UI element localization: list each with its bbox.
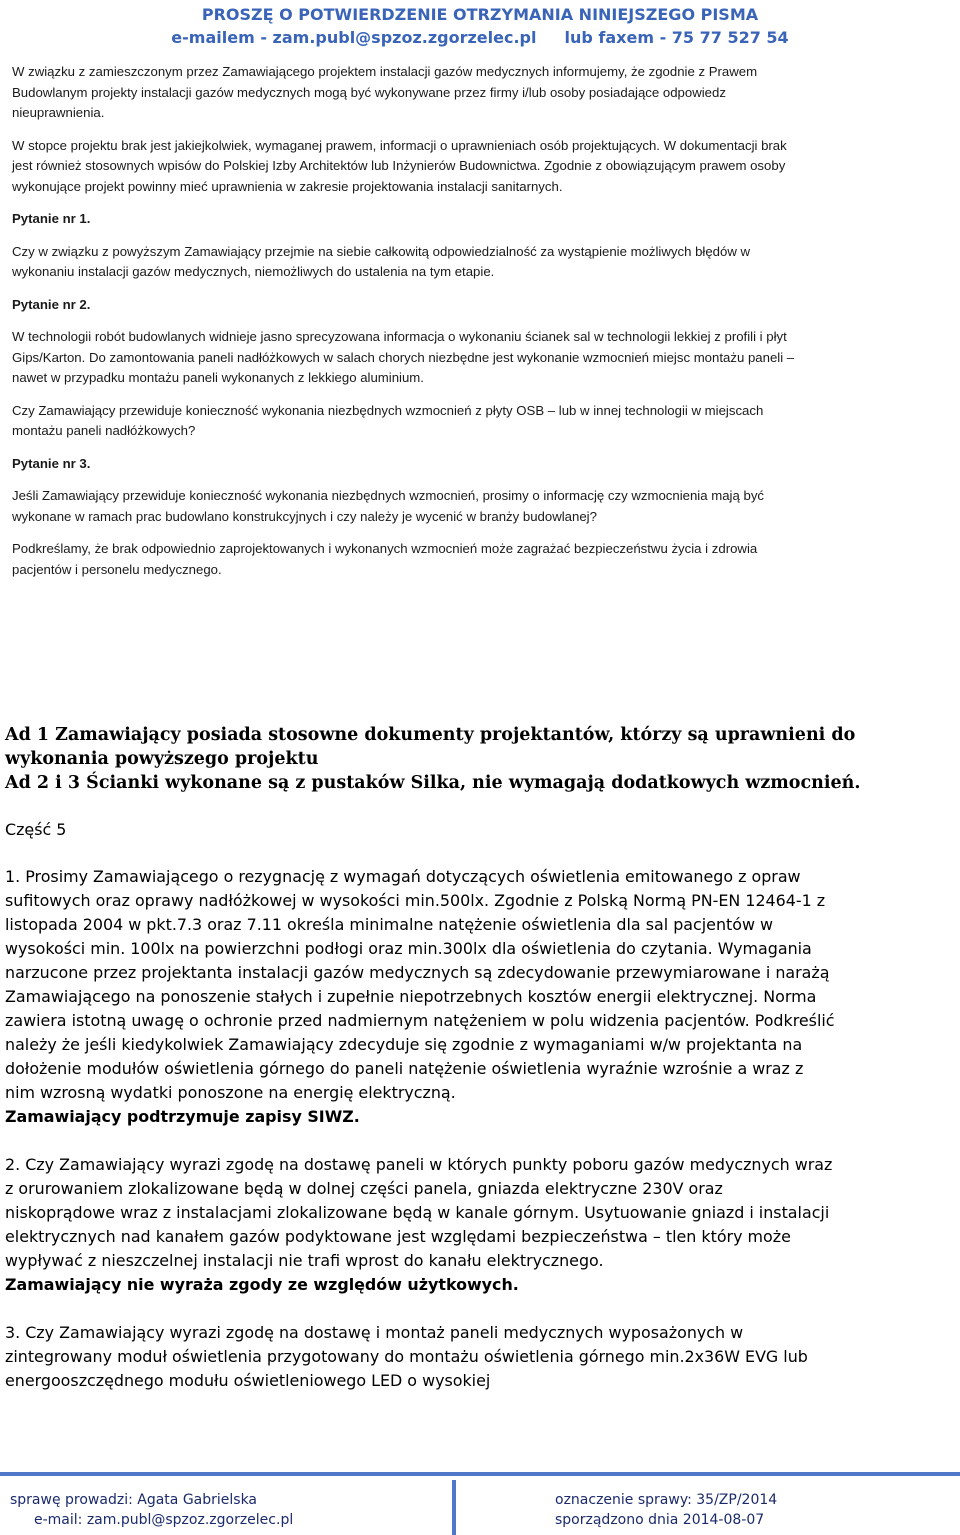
scanned-letter [12,62,802,592]
contact-line [0,26,960,49]
item-1-text: 1. Prosimy Zamawiającego o rezygnację z wymagań dotyczących oświetlenia emitowanego z opraw sufitowych oraz oprawy nadłóżkowej w wysokości min.500lx. Zgodnie z Polską Normą PN-EN 12464-1 z listopada 2004 w pkt.7.3 oraz 7.11 określa minimalne natężenie oświetlenia dla sal pacjentów w wysokości min. 100lx na powierzchni podłogi oraz min.300lx dla oświetlenia do czytania. Wymagania narzucone przez projektanta instalacji gazów medycznych są zdecydowanie przewymiarowane i narażą Zamawiającego na ponoszenie stałych i zupełnie niepotrzebnych kosztów energii elektrycznej. Norma zawiera istotną uwagę o ochronie przed nadmiernym natężeniem w polu widzenia pacjentów. Podkreślić należy że jeśli kiedykolwiek Zamawiający zdecyduje się zgodnie z wymaganiami w/w projektanta na dołożenie modułów oświetlenia górnego do paneli natężenie oświetlenia wyraźnie wzrośnie a wraz z nim wzrosną wydatki ponoszone na energię elektryczną. [5,867,835,1102]
answers-block [5,723,945,795]
question-3-text: Jeśli Zamawiający przewiduje konieczność wykonania niezbędnych wzmocnień, prosimy o informację czy wzmocnienia mają być wykonane w ramach prac budowlano konstrukcyjnych i czy należy je wycenić w branży budowlanej? [12,488,765,524]
item-2-answer: Zamawiający nie wyraża zgody ze względów użytkowych. [5,1275,519,1294]
confirmation-request: PROSZĘ O POTWIERDZENIE OTRZYMANIA NINIEJSZEGO PISMA [201,5,759,24]
footer-case-number: oznaczenie sprawy: 35/ZP/2014 [555,1492,778,1508]
scan-paragraph-2: W stopce projektu brak jest jakiejkolwiek, wymaganej prawem, informacji o uprawnieniach osób projektujących. W dokumentacji brak jest również stosownych wpisów do Polskiej Izby Architektów lub Inżynierów Budownictwa. Zgodnie z obowiązującym prawem osoby wykonujące projekt powinny mieć uprawnienia w zakresie projektowania instalacji sanitarnych. [12,137,787,194]
answer-ad23: Ad 2 i 3 Ścianki wykonane są z pustaków Silka, nie wymagają dodatkowych wzmocnień. [5,773,861,793]
part-5-item-3 [5,1321,835,1393]
header-email[interactable]: e-mailem - zam.publ@spzoz.zgorzelec.pl [171,28,537,47]
question-2-label: Pytanie nr 2. [12,296,91,312]
part-5-item-2 [5,1153,835,1297]
footer-contact [10,1490,440,1530]
footer-email[interactable]: e-mail: zam.publ@spzoz.zgorzelec.pl [34,1512,294,1528]
item-1-answer: Zamawiający podtrzymuje zapisy SIWZ. [5,1107,360,1126]
part-5-heading: Część 5 [5,820,67,839]
footer-divider [452,1480,456,1535]
scan-final-paragraph: Podkreślamy, że brak odpowiednio zaprojektowanych i wykonanych wzmocnień może zagrażać bezpieczeństwu życia i zdrowia pacjentów i personelu medycznego. [12,541,758,577]
footer-rule [0,1472,960,1476]
document-header [0,3,960,49]
footer-prepared-by: sprawę prowadzi: Agata Gabrielska [10,1492,258,1508]
part-5-item-1 [5,865,835,1129]
question-1-text: Czy w związku z powyższym Zamawiający przejmie na siebie całkowitą odpowiedzialność za wystąpienie możliwych błędów w wykonaniu instalacji gazów medycznych, niemożliwych do ustalenia na tym etapie. [12,243,751,279]
answer-ad1: Ad 1 Zamawiający posiada stosowne dokumenty projektantów, którzy są uprawnieni do wykonania powyższego projektu [5,725,856,769]
question-2-text-1: W technologii robót budowlanych widnieje jasno sprecyzowana informacja o wykonaniu ścianek sal w technologii lekkiej z profili i płyt Gips/Karton. Do zamontowania paneli nadłóżkowych w salach chorych niezbędne jest wykonanie wzmocnień miejsc montażu paneli – nawet w przypadku montażu paneli wykonanych z lekkiego aluminium. [12,329,795,385]
footer-date: sporządzono dnia 2014-08-07 [555,1512,765,1528]
scan-paragraph-1: W związku z zamieszczonym przez Zamawiającego projektem instalacji gazów medycznych informujemy, że zgodnie z Prawem Budowlanym projekty instalacji gazów medycznych mogą być wykonywane przez firmy i/lub osoby posiadające odpowiedz nieuprawnienia. [12,64,758,120]
footer-case-info [555,1490,955,1530]
question-3-label: Pytanie nr 3. [12,455,91,471]
part-5-section [5,818,835,1393]
question-1-label: Pytanie nr 1. [12,211,91,226]
question-2-text-2: Czy Zamawiający przewiduje konieczność wykonania niezbędnych wzmocnień z płyty OSB – lub w innej technologii w miejscach montażu paneli nadłóżkowych? [12,402,764,438]
header-fax: lub faxem - 75 77 527 54 [564,28,789,47]
item-2-text: 2. Czy Zamawiający wyrazi zgodę na dostawę paneli w których punkty poboru gazów medycznych wraz z orurowaniem zlokalizowane będą w dolnej części panela, gniazda elektryczne 230V oraz niskoprądowe wraz z instalacjami zlokalizowane będą w kanale górnym. Usytuowanie gniazd i instalacji elektrycznych nad kanałem gazów podyktowane jest względami bezpieczeństwa – tlen który może wypływać z nieszczelnej instalacji nie trafi wprost do kanału elektrycznego. [5,1155,833,1270]
item-3-text: 3. Czy Zamawiający wyrazi zgodę na dostawę i montaż paneli medycznych wyposażonych w zintegrowany moduł oświetlenia przygotowany do montażu oświetlenia górnego min.2x36W EVG lub energooszczędnego modułu oświetleniowego LED o wysokiej [5,1323,808,1390]
